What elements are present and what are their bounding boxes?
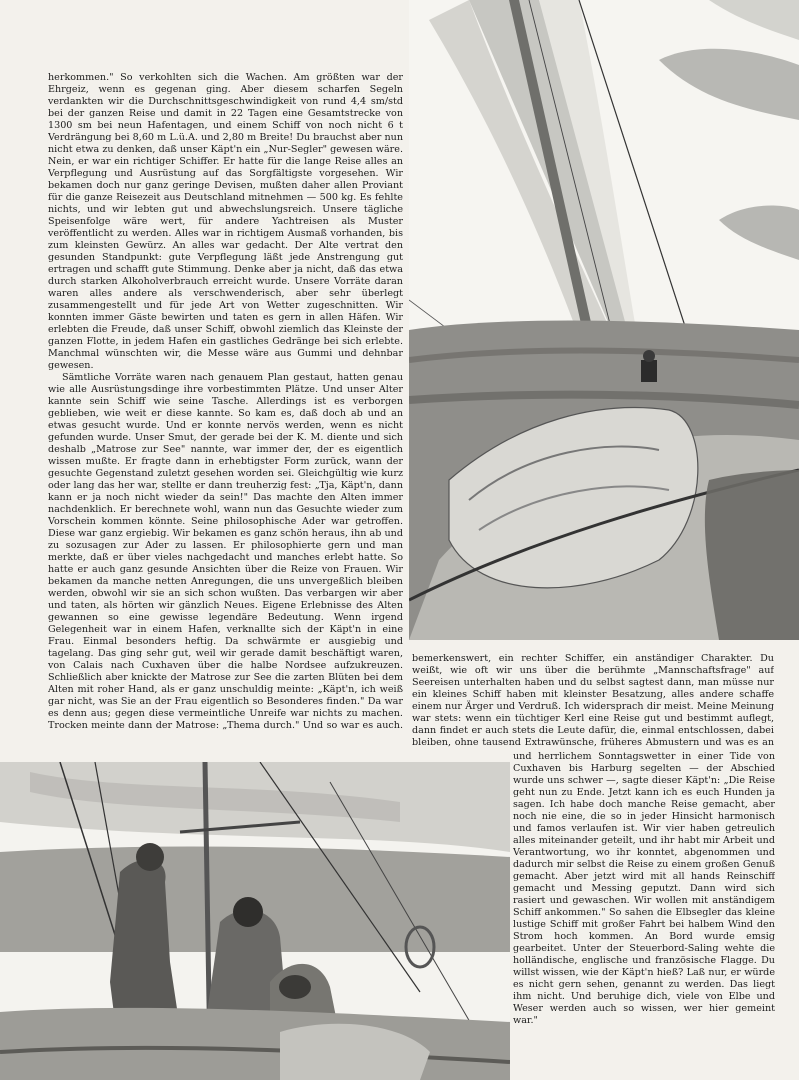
- crew-on-deck-illustration: [0, 762, 510, 1080]
- paragraph: Sämtliche Vorräte waren nach genauem Plan gestaut, hatten genau wie alle Ausrüstungsdinge ihre vorbestimmten Plätze. Und unser Alter kannte sein Schiff wie seine Tasche. Allerdings ist es verborgen geblieben, wie weit er diese kannte. So kam es, daß doch ab und an etwas gesucht wurde. Und er konnte nervös werden, wenn es nicht gefunden wurde. Unser Smut, der gerade bei der K. M. diente und sich deshalb „Matrose zur See" nannte, war immer der, der es eigentlich wissen mußte. Er fragte dann in erhebtigster Form zurück, wann der gesuchte Gegenstand zuletzt gesehen worden sei. Gleichgültig wie kurz oder lang das her war, stellte er dann treuherzig fest: „Tja, Käpt'n, dann kann er ja noch nicht wieder da sein!" Das machte den Alten immer nachdenklich. Er berechnete wohl, wann nun das Gesuchte wieder zum Vorschein kommen könnte. Seine philosophische Ader war getroffen. Diese war ganz ergiebig. Wir bekamen es ganz schön heraus, ihn ab und zu sozusagen zur Ader zu lassen. Er philosophierte gern und man merkte, daß er über vieles nachgedacht und manches erlebt hatte. So hatte er auch ganz gesunde Ansichten über die Reize von Frauen. Wir bekamen da manche netten Anregungen, die uns unvergeßlich bleiben werden, obwohl wir sie an sich schon wußten. Das verbargen wir aber und taten, als hörten wir gänzlich Neues. Eigene Erlebnisse des Alten gewannen so eine gewisse legendäre Bedeutung. Wenn irgend Gelegenheit war in einem Hafen, verknallte sich der Käpt'n in eine Frau. Einmal besonders heftig. Da schwärmte er ausgiebig und tagelang. Das ging sehr gut, weil wir gerade damit beschäftigt waren, von Calais nach Cuxhaven über die halbe Nordsee aufzukreuzen. Schließlich aber knickte der Matrose zur See die zarten Blüten bei dem Alten mit roher Hand, als er ganz unschuldig meinte: „Käpt'n, ich weiß gar nicht, was Sie an der Frau eigentlich so Besonderes finden." Da war es denn aus; gegen diese vermeintliche Unreife war nichts zu machen. Trocken meinte dann der Matrose: „Thema durch." Und so war es auch.: [48, 372, 403, 731]
- paragraph: und herrlichem Sonntagswetter in einer Tide von Cuxhaven bis Harburg segelten — der Abschied wurde uns schwer —, sagte dieser Käpt'n: „Die Reise geht nun zu Ende. Jetzt kann ich es euch Hunden ja sagen. Ich habe doch manche Reise gemacht, aber noch nie eine, die so in jeder Hinsicht harmonisch und famos verlaufen ist. Wir vier haben getreulich alles miteinander geteilt, und ihr habt mir Arbeit und Verantwortung, wo ihr konntet, abgenommen und dadurch mir selbst die Reise zu einem großen Genuß gemacht. Aber jetzt wird mit all hands Reinschiff gemacht und Messing geputzt. Dann wird sich rasiert und gewaschen. Wir wollen mit anständigem Schiff ankommen." So sahen die Elbsegler das kleine lustige Schiff mit großer Fahrt bei halbem Wind den Strom hoch kommen. An Bord wurde emsig gearbeitet. Unter der Steuerbord-Saling wehte die holländische, englische und französische Flagge. Du willst wissen, wie der Käpt'n hieß? Laß nur, er würde es nicht gern sehen, genannt zu werden. Das liegt ihm nicht. Und beruhige dich, viele von Elbe und Weser werden auch so wissen, wer hier gemeint war.": [513, 751, 775, 1026]
- paragraph: herkommen." So verkohlten sich die Wachen. Am größten war der Ehrgeiz, wenn es gegenan ging. Aber diesem scharfen Segeln verdankten wir die Durchschnittsgeschwindigkeit von rund 4,4 sm/std bei der ganzen Reise und damit in 22 Tagen eine Gesamtstrecke von 1300 sm bei neun Hafentagen, und einem Schiff von noch nicht 6 t Verdrängung bei 8,60 m L.ü.A. und 2,80 m Breite! Du brauchst aber nun nicht etwa zu denken, daß unser Käpt'n ein „Nur-Segler" gewesen wäre. Nein, er war ein richtiger Schiffer. Er hatte für die lange Reise alles an Verpflegung und Ausrüstung auf das Sorgfältigste vorgesehen. Wir bekamen doch nur ganz geringe Devisen, mußten daher allen Proviant für die ganze Reisezeit aus Deutschland mitnehmen — 500 kg. Es fehlte nichts, und wir lebten gut und abwechslungsreich. Unsere tägliche Speisenfolge wäre wert, für andere Yachtreisen als Muster veröffentlicht zu werden. Alles war in richtigem Ausmaß vorhanden, bis zum kleinsten Gewürz. An alles war gedacht. Der Alte vertrat den gesunden Standpunkt: gute Verpflegung läßt jede Anstrengung gut ertragen und schafft gute Stimmung. Denke aber ja nicht, daß das etwa durch starken Alkoholverbrauch erreicht wurde. Unsere Vorräte daran waren alles andere als verschwenderisch, aber sehr überlegt zusammengestellt und für jede Art von Wetter zugeschnitten. Wir konnten immer Gäste bewirten und taten es gern in allen Häfen. Wir erlebten die Freude, daß unser Schiff, obwohl ziemlich das Kleinste der ganzen Flotte, in jedem Hafen ein gastliches Gedränge bei sich erlebte. Manchmal wünschten wir, die Messe wäre aus Gummi und dehnbar gewesen.: [48, 72, 403, 371]
- article-right-column-top: [412, 653, 774, 749]
- article-left-column: [48, 72, 403, 732]
- article-right-column-bottom: [513, 751, 775, 1051]
- sailing-yacht-illustration: [409, 0, 799, 640]
- paragraph: bemerkenswert, ein rechter Schiffer, ein anständiger Charakter. Du weißt, wie oft wir uns über die berühmte „Mannschaftsfrage" auf Seereisen unterhalten haben und du selbst sagtest dann, man müsse nur ein kleines Schiff haben mit kleinster Besatzung, alles andere schaffe einem nur Ärger und Verdruß. Ich widersprach dir meist. Meine Meinung war stets: wenn ein tüchtiger Kerl eine Reise gut und bestimmt auflegt, dann findet er auch stets die Leute dafür, die, einmal entschlossen, dabei bleiben, ohne tausend Extrawünsche, früheres Abmustern und was es an: [412, 653, 774, 748]
